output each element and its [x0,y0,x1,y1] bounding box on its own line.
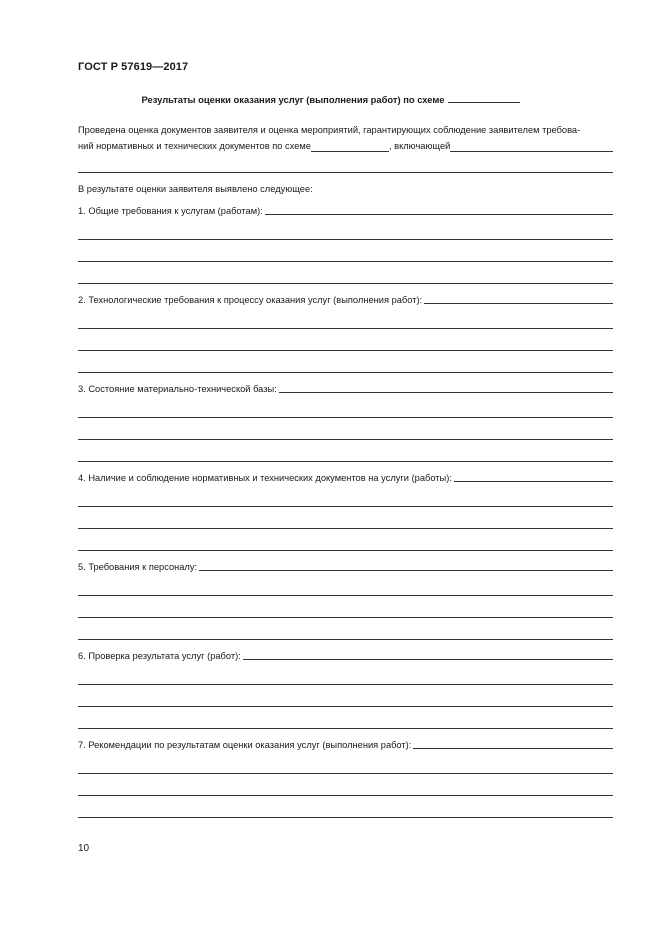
form-title [0,93,661,105]
section-7-blank-line[interactable] [78,817,613,818]
section-1-row [78,205,613,216]
intro-line-2-text-a: ний нормативных и технических документов по схеме [78,141,311,151]
section-7-row [78,739,613,750]
intro-line-1: Проведена оценка документов заявителя и оценка мероприятий, гарантирующих соблюдение заявителем требова- [78,125,581,135]
section-7-blank-line[interactable] [78,773,613,774]
scheme-field[interactable] [311,142,389,152]
intro-blank-line[interactable] [78,172,613,173]
section-1-field[interactable] [265,205,613,215]
section-6-blank-line[interactable] [78,728,613,729]
section-2-blank-line[interactable] [78,328,613,329]
section-4-blank-line[interactable] [78,550,613,551]
section-1-blank-line[interactable] [78,239,613,240]
section-3-blank-line[interactable] [78,417,613,418]
section-6-field[interactable] [243,650,613,660]
section-6-blank-line[interactable] [78,684,613,685]
section-3-row [78,383,613,394]
scheme-blank[interactable] [448,93,520,103]
section-5-row [78,561,613,572]
section-3-blank-line[interactable] [78,461,613,462]
section-6-label: 6. Проверка результата услуг (работ): [78,651,241,661]
section-4-label: 4. Наличие и соблюдение нормативных и технических документов на услуги (работы): [78,473,452,483]
page-number: 10 [78,843,90,854]
form-title-text: Результаты оценки оказания услуг (выполнения работ) по схеме [141,94,445,105]
section-2-blank-line[interactable] [78,372,613,373]
section-6-blank-line[interactable] [78,706,613,707]
section-2-blank-line[interactable] [78,350,613,351]
section-4-field[interactable] [454,472,613,482]
includes-field[interactable] [450,142,613,152]
section-5-blank-line[interactable] [78,639,613,640]
section-5-label: 5. Требования к персоналу: [78,562,198,572]
section-3-label: 3. Состояние материально-технической базы: [78,384,277,394]
section-1-blank-line[interactable] [78,261,613,262]
section-7-field[interactable] [413,739,613,749]
section-3-blank-line[interactable] [78,439,613,440]
section-1-blank-line[interactable] [78,283,613,284]
section-1-label: 1. Общие требования к услугам (работам): [78,206,263,216]
section-5-field[interactable] [199,561,613,571]
section-5-blank-line[interactable] [78,595,613,596]
section-2-row [78,294,613,305]
section-5-blank-line[interactable] [78,617,613,618]
section-7-label: 7. Рекомендации по результатам оценки оказания услуг (выполнения работ): [78,740,412,750]
standard-header: ГОСТ Р 57619—2017 [78,61,189,73]
section-4-blank-line[interactable] [78,506,613,507]
section-4-blank-line[interactable] [78,528,613,529]
section-6-row [78,650,613,661]
result-intro: В результате оценки заявителя выявлено следующее: [78,184,313,194]
section-4-row [78,472,613,483]
intro-line-2 [78,140,613,152]
section-7-blank-line[interactable] [78,795,613,796]
section-2-label: 2. Технологические требования к процессу оказания услуг (выполнения работ): [78,295,423,305]
intro-line-2-text-b: , включающей [388,141,451,151]
section-2-field[interactable] [424,294,613,304]
section-3-field[interactable] [279,383,613,393]
